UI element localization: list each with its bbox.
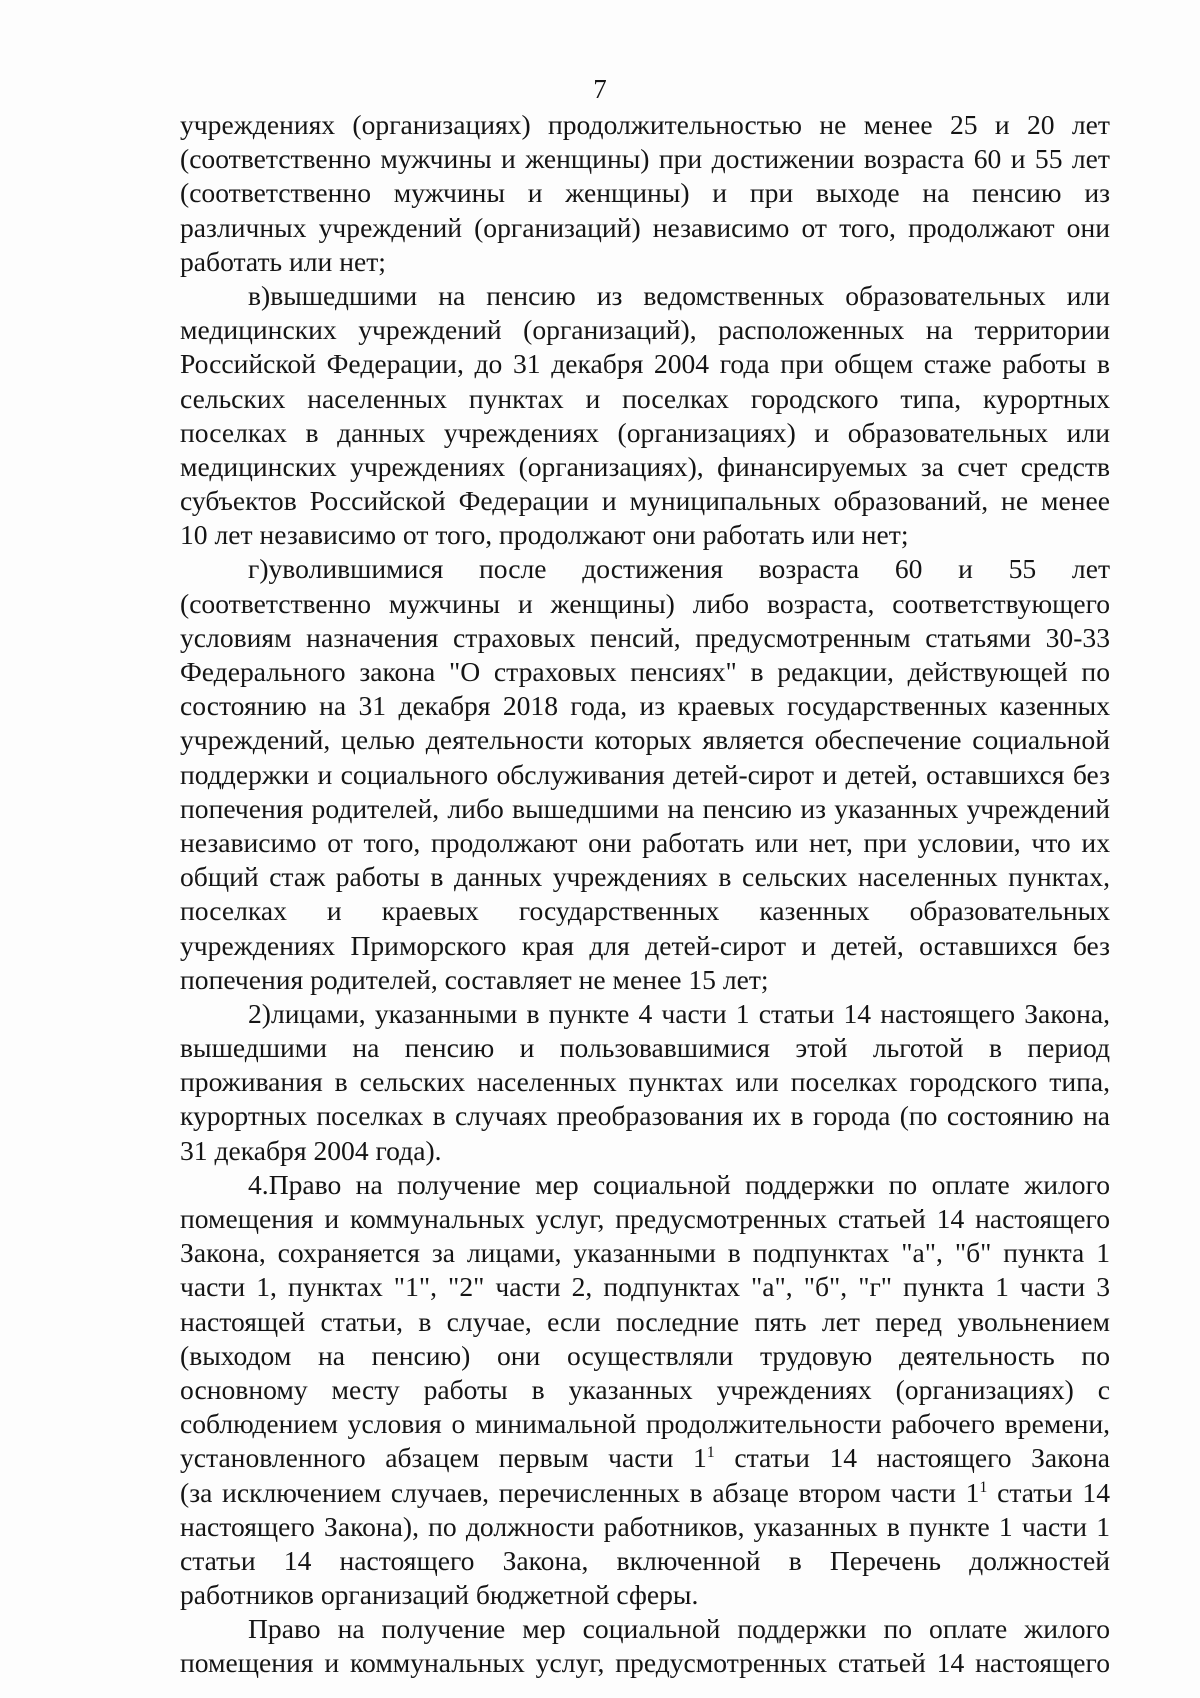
line-text: состоянию на 31 декабря 2018 года, из краевых государственных казенных (180, 690, 1110, 722)
line-text: установленного абзацем первым части 1 (180, 1442, 707, 1474)
line-text: условиям назначения страховых пенсий, предусмотренным статьями 30-33 (180, 621, 1110, 653)
text-line (180, 963, 1110, 997)
line-text: Закона, сохраняется за лицами, указанными в подпунктах "а", "б" пункта 1 (180, 1237, 1110, 1269)
line-text: учреждениях Приморского края для детей-сирот и детей, оставшихся без (180, 929, 1110, 961)
line-text: 31 декабря 2004 года). (180, 1134, 442, 1166)
line-text: учреждений, целью деятельности которых является обеспечение социальной (180, 724, 1110, 756)
line-text: части 1, пунктах "1", "2" части 2, подпунктах "а", "б", "г" пункта 1 части 3 (180, 1271, 1110, 1303)
text-line (180, 313, 1110, 347)
text-line (180, 655, 1110, 689)
superscript: 1 (979, 1478, 988, 1496)
line-text: настоящей статьи, в случае, если последние пять лет перед увольнением (180, 1305, 1110, 1337)
line-text-continued: статьи 14 настоящего Закона (714, 1442, 1110, 1474)
text-line (180, 587, 1110, 621)
text-line (180, 826, 1110, 860)
text-line (180, 211, 1110, 245)
document-body (180, 108, 1110, 1681)
text-line (180, 1646, 1110, 1680)
line-text: (соответственно мужчины и женщины) при достижении возраста 60 и 55 лет (180, 143, 1110, 175)
text-line (180, 1476, 1110, 1510)
line-text: вышедшими на пенсию и пользовавшимися этой льготой в период (180, 1032, 1110, 1064)
text-line (180, 1236, 1110, 1270)
text-line (180, 142, 1110, 176)
line-text: курортных поселках в случаях преобразования их в города (по состоянию на (180, 1100, 1110, 1132)
text-line (180, 758, 1110, 792)
text-line (180, 1544, 1110, 1578)
text-line (180, 450, 1110, 484)
text-line (180, 723, 1110, 757)
text-line (180, 1510, 1110, 1544)
line-text: 10 лет независимо от того, продолжают они работать или нет; (180, 519, 909, 551)
text-line (180, 416, 1110, 450)
text-line (180, 518, 1110, 552)
line-text: работников организаций бюджетной сферы. (180, 1579, 699, 1611)
line-text: настоящего Закона), по должности работников, указанных в пункте 1 части 1 (180, 1510, 1110, 1542)
text-line (180, 1305, 1110, 1339)
line-text: поселках в данных учреждениях (организациях) и образовательных или (180, 416, 1110, 448)
text-line (180, 1031, 1110, 1065)
text-line (180, 108, 1110, 142)
text-line (180, 176, 1110, 210)
superscript: 1 (706, 1444, 715, 1462)
line-text: сельских населенных пунктах и поселках городского типа, курортных (180, 382, 1110, 414)
line-text: статьи 14 настоящего Закона, включенной в Перечень должностей (180, 1544, 1110, 1576)
text-line (180, 860, 1110, 894)
text-line (180, 1202, 1110, 1236)
text-line (180, 1134, 1110, 1168)
text-line (180, 245, 1110, 279)
line-text: субъектов Российской Федерации и муниципальных образований, не менее (180, 485, 1110, 517)
line-text: общий стаж работы в данных учреждениях в сельских населенных пунктах, (180, 861, 1110, 893)
text-line (180, 1270, 1110, 1304)
line-text: Федерального закона "О страховых пенсиях" в редакции, действующей по (180, 656, 1110, 687)
line-text: различных учреждений (организаций) независимо от того, продолжают они (180, 211, 1110, 243)
line-text: попечения родителей, либо вышедшими на пенсию из указанных учреждений (180, 792, 1110, 824)
line-text: независимо от того, продолжают они работать или нет, при условии, что их (180, 826, 1110, 858)
line-text: помещения и коммунальных услуг, предусмотренных статьей 14 настоящего (180, 1647, 1110, 1679)
line-text: основному месту работы в указанных учреждениях (организациях) с (180, 1373, 1110, 1405)
line-text: Право на получение мер социальной поддержки по оплате жилого (248, 1613, 1110, 1645)
text-line (180, 1407, 1110, 1441)
line-text: г)уволившимися после достижения возраста 60 и 55 лет (248, 553, 1110, 585)
line-text: Российской Федерации, до 31 декабря 2004 года при общем стаже работы в (180, 348, 1110, 380)
line-text-continued: статьи 14 (987, 1476, 1111, 1508)
line-text: медицинских учреждениях (организациях), финансируемых за счет средств (180, 450, 1110, 482)
line-text: поддержки и социального обслуживания детей-сирот и детей, оставшихся без (180, 758, 1110, 790)
text-line (180, 1099, 1110, 1133)
text-line (180, 1168, 1110, 1202)
line-text: медицинских учреждений (организаций), расположенных на территории (180, 314, 1110, 346)
text-line (180, 1065, 1110, 1099)
line-text: помещения и коммунальных услуг, предусмотренных статьей 14 настоящего (180, 1203, 1110, 1234)
text-line (180, 279, 1110, 313)
text-line (180, 1373, 1110, 1407)
page-number: 7 (593, 74, 607, 104)
line-text: соблюдением условия о минимальной продолжительности рабочего времени, (180, 1408, 1110, 1440)
text-line (180, 347, 1110, 381)
text-line (180, 792, 1110, 826)
text-line (180, 382, 1110, 416)
text-line (180, 1441, 1110, 1475)
line-text: в)вышедшими на пенсию из ведомственных образовательных или (248, 279, 1110, 311)
line-text: (соответственно мужчины и женщины) и при выходе на пенсию из (180, 177, 1110, 209)
text-line (180, 621, 1110, 655)
line-text: 4.Право на получение мер социальной поддержки по оплате жилого (248, 1168, 1110, 1200)
text-line (180, 997, 1110, 1031)
text-line (180, 552, 1110, 586)
line-text: 2)лицами, указанными в пункте 4 части 1 статьи 14 настоящего Закона, (248, 997, 1110, 1029)
text-line (180, 894, 1110, 928)
line-text: учреждениях (организациях) продолжительностью не менее 25 и 20 лет (180, 109, 1110, 140)
text-line (180, 484, 1110, 518)
line-text: (соответственно мужчины и женщины) либо возраста, соответствующего (180, 587, 1110, 619)
line-text: проживания в сельских населенных пунктах или поселках городского типа, (180, 1066, 1110, 1098)
text-line (180, 1578, 1110, 1612)
line-text: (выходом на пенсию) они осуществляли трудовую деятельность по (180, 1339, 1110, 1371)
line-text: (за исключением случаев, перечисленных в абзаце втором части 1 (180, 1476, 980, 1508)
text-line (180, 1339, 1110, 1373)
line-text: попечения родителей, составляет не менее 15 лет; (180, 963, 769, 995)
text-line (180, 929, 1110, 963)
line-text: поселках и краевых государственных казенных образовательных (180, 895, 1110, 927)
line-text: работать или нет; (180, 245, 386, 277)
text-line (180, 1612, 1110, 1646)
text-line (180, 689, 1110, 723)
